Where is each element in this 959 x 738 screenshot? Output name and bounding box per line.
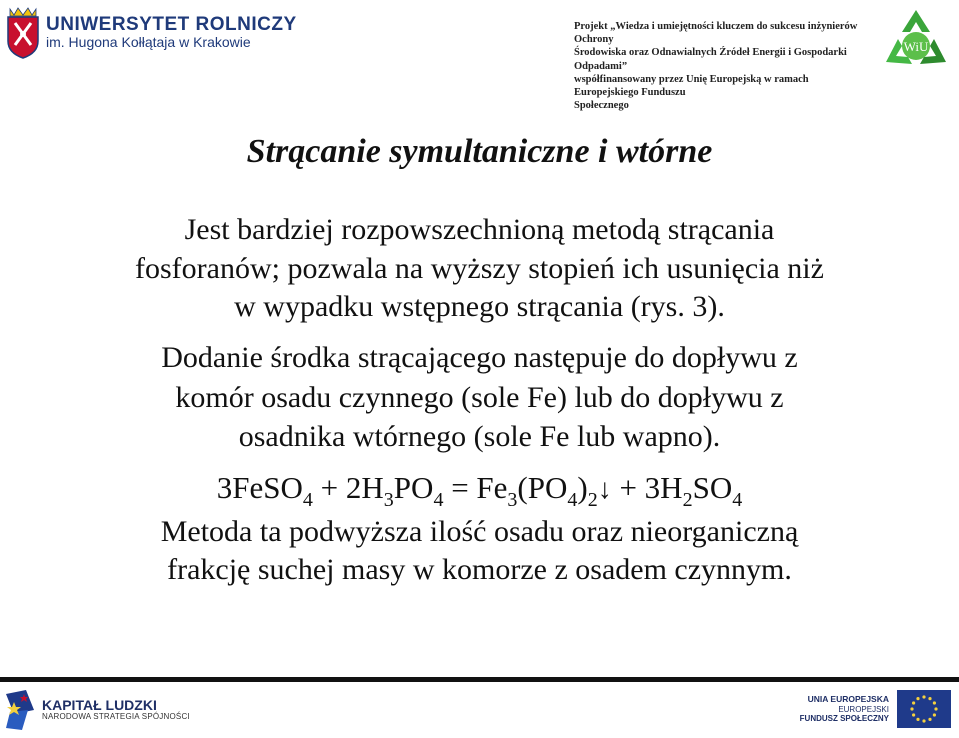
kapital-ludzki-logo — [4, 688, 190, 732]
body-line: komór osadu czynnego (sole Fe) lub do dopływu z — [175, 381, 784, 414]
eq-sub: 4 — [302, 489, 313, 511]
eu-line-3: FUNDUSZ SPOŁECZNY — [799, 713, 889, 723]
eq-sub: 2 — [682, 489, 693, 511]
body-line: Jest bardziej rozpowszechnioną metodą strącania — [184, 213, 775, 246]
eq-sub: 3 — [383, 489, 394, 511]
project-line: Projekt „Wiedza i umiejętności kluczem do sukcesu inżynierów Ochrony — [574, 21, 858, 46]
project-line: Środowiska oraz Odnawialnych Źródeł Energii i Gospodarki Odpadami” — [574, 47, 847, 72]
university-crest-icon — [6, 5, 40, 59]
project-line: Społecznego — [574, 100, 629, 112]
body-line: osadnika wtórnego (sole Fe lub wapno). — [238, 420, 721, 453]
footer-divider — [0, 677, 959, 682]
body-line: frakcję suchej masy w komorze z osadem czynnym. — [167, 553, 792, 586]
university-subtitle: im. Hugona Kołłątaja w Krakowie — [46, 33, 251, 50]
project-info — [574, 20, 864, 112]
eq-part: + 3H — [611, 470, 683, 505]
body-line: w wypadku wstępnego strącania (rys. 3). — [234, 290, 725, 323]
university-logo — [6, 5, 297, 59]
kapital-ludzki-subtitle: NARODOWA STRATEGIA SPÓJNOŚCI — [42, 712, 190, 722]
eu-logo — [800, 690, 951, 728]
university-name: UNIWERSYTET ROLNICZY — [46, 13, 297, 35]
recycle-logo-text: WiU — [903, 39, 929, 54]
recycle-logo-icon — [880, 6, 952, 78]
eq-sub: 3 — [507, 489, 518, 511]
eu-line-1: UNIA EUROPEJSKA — [807, 693, 889, 704]
eq-sub: 4 — [732, 489, 743, 511]
project-line: współfinansowany przez Unię Europejską w ramach Europejskiego Funduszu — [574, 73, 809, 99]
body-line: Metoda ta podwyższa ilość osadu oraz nieorganiczną — [160, 515, 799, 548]
eq-part: + 2H — [312, 470, 384, 505]
slide-title: Strącanie symultaniczne i wtórne — [246, 133, 713, 170]
eq-sub: 4 — [433, 489, 444, 511]
eq-sub: 2 — [587, 489, 598, 511]
eq-part: ) — [577, 470, 588, 505]
kapital-ludzki-name: KAPITAŁ LUDZKI — [42, 696, 157, 713]
eq-sub: 4 — [567, 489, 578, 511]
eq-part: 3FeSO — [216, 470, 303, 505]
eu-flag-icon — [897, 690, 951, 728]
chemical-equation — [0, 470, 959, 512]
body-line: fosforanów; pozwala na wyższy stopień ich usunięcia niż — [135, 252, 824, 285]
eu-line-2: EUROPEJSKI — [838, 704, 889, 714]
eq-part: PO — [393, 470, 434, 505]
eq-part: (PO — [517, 470, 568, 505]
body-line: Dodanie środka strącającego następuje do dopływu z — [161, 341, 798, 374]
precipitate-arrow-icon: ↓ — [597, 474, 612, 505]
eq-part: = Fe — [443, 470, 508, 505]
eq-part: SO — [692, 470, 733, 505]
kapital-ludzki-icon — [4, 688, 36, 732]
